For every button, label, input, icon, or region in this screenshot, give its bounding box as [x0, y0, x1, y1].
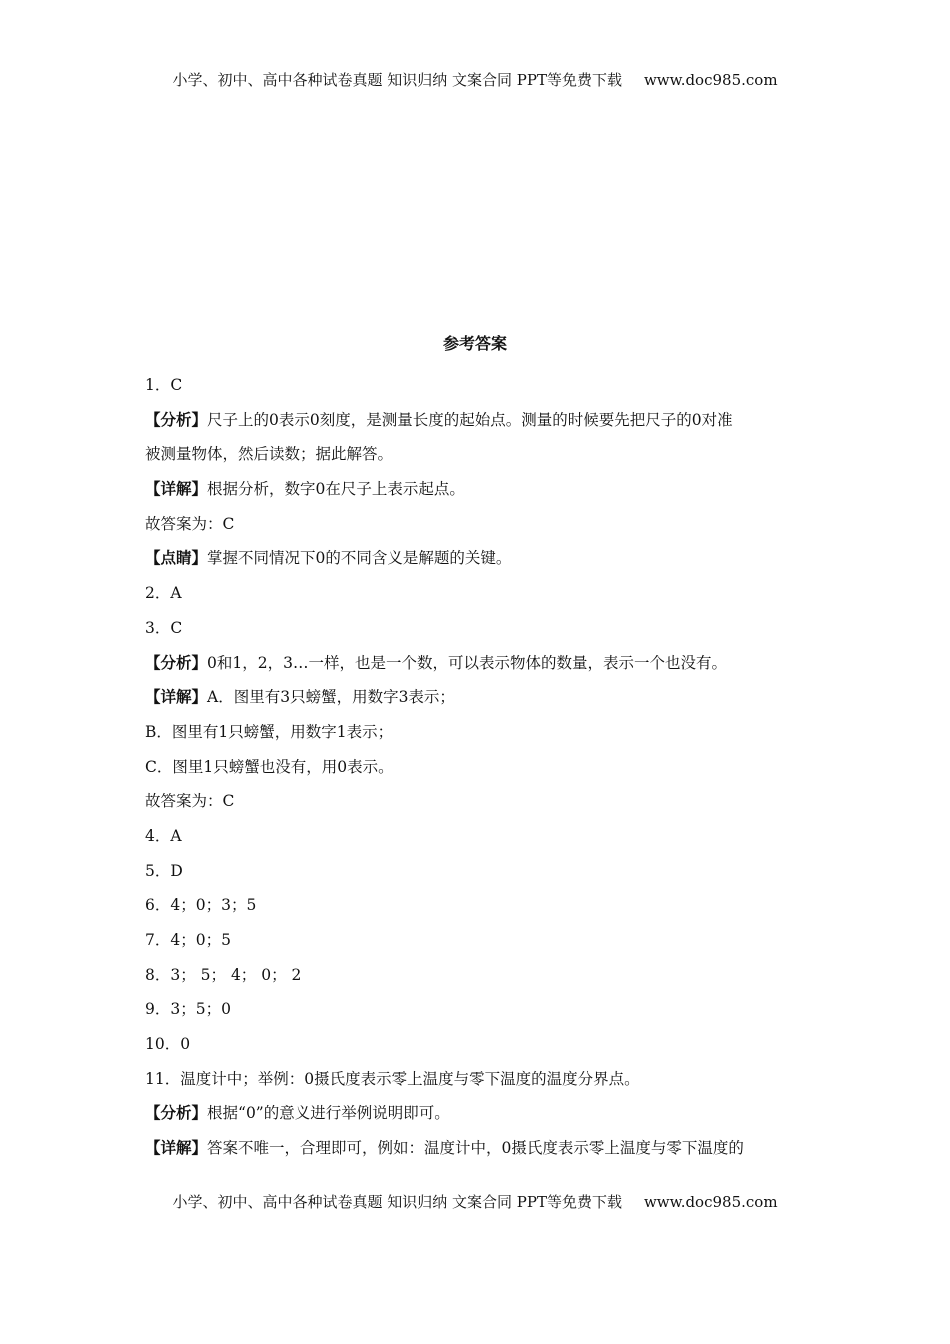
answer-line: 【分析】0和1，2，3…一样，也是一个数，可以表示物体的数量，表示一个也没有。 — [145, 652, 727, 672]
answer-line: 【分析】根据“0”的意义进行举例说明即可。 — [145, 1103, 450, 1123]
footer-text: 小学、初中、高中各种试卷真题 知识归纳 文案合同 PPT等免费下载 — [172, 1193, 622, 1211]
answer-line: 【详解】根据分析，数字0在尺子上表示起点。 — [145, 479, 465, 499]
answer-line: 2．A — [145, 584, 182, 603]
answer-line: B．图里有1只螃蟹，用数字1表示； — [145, 722, 394, 741]
header-text: 小学、初中、高中各种试卷真题 知识归纳 文案合同 PPT等免费下载 — [172, 71, 622, 89]
answer-line: 5．D — [145, 861, 183, 880]
answer-line: 6．4；0；3；5 — [145, 896, 257, 915]
answer-line: 【点睛】掌握不同情况下0的不同含义是解题的关键。 — [145, 548, 512, 568]
answer-line: 9．3；5；0 — [145, 1000, 231, 1019]
page-title: 参考答案 — [442, 334, 507, 353]
answer-line: 3．C — [145, 618, 183, 637]
answer-line: 4．A — [145, 826, 182, 845]
answer-line: 1．C — [145, 376, 183, 394]
answer-line: 10．0 — [145, 1035, 191, 1054]
header-site: www.doc985.com — [643, 71, 778, 89]
answer-list — [145, 368, 800, 1166]
answer-line: 【详解】答案不唯一，合理即可，例如：温度计中，0摄氏度表示零上温度与零下温度的 — [145, 1138, 744, 1158]
answer-line: 【详解】A．图里有3只螃蟹，用数字3表示； — [145, 687, 455, 707]
answer-line: 故答案为：C — [145, 514, 235, 533]
answer-line: 11．温度计中；举例：0摄氏度表示零上温度与零下温度的温度分界点。 — [145, 1069, 640, 1088]
footer-site: www.doc985.com — [643, 1193, 778, 1211]
answer-line: 8．3； 5； 4； 0； 2 — [145, 965, 302, 984]
answer-line: 【分析】尺子上的0表示0刻度，是测量长度的起始点。测量的时候要先把尺子的0对准 — [145, 409, 733, 429]
page-footer — [0, 1192, 950, 1212]
answer-line: 故答案为：C — [145, 792, 235, 811]
answer-line: C．图里1只螃蟹也没有，用0表示。 — [145, 757, 394, 776]
answer-line: 被测量物体，然后读数；据此解答。 — [145, 445, 394, 464]
answer-line: 7．4；0；5 — [145, 931, 231, 949]
page-header — [0, 70, 950, 90]
